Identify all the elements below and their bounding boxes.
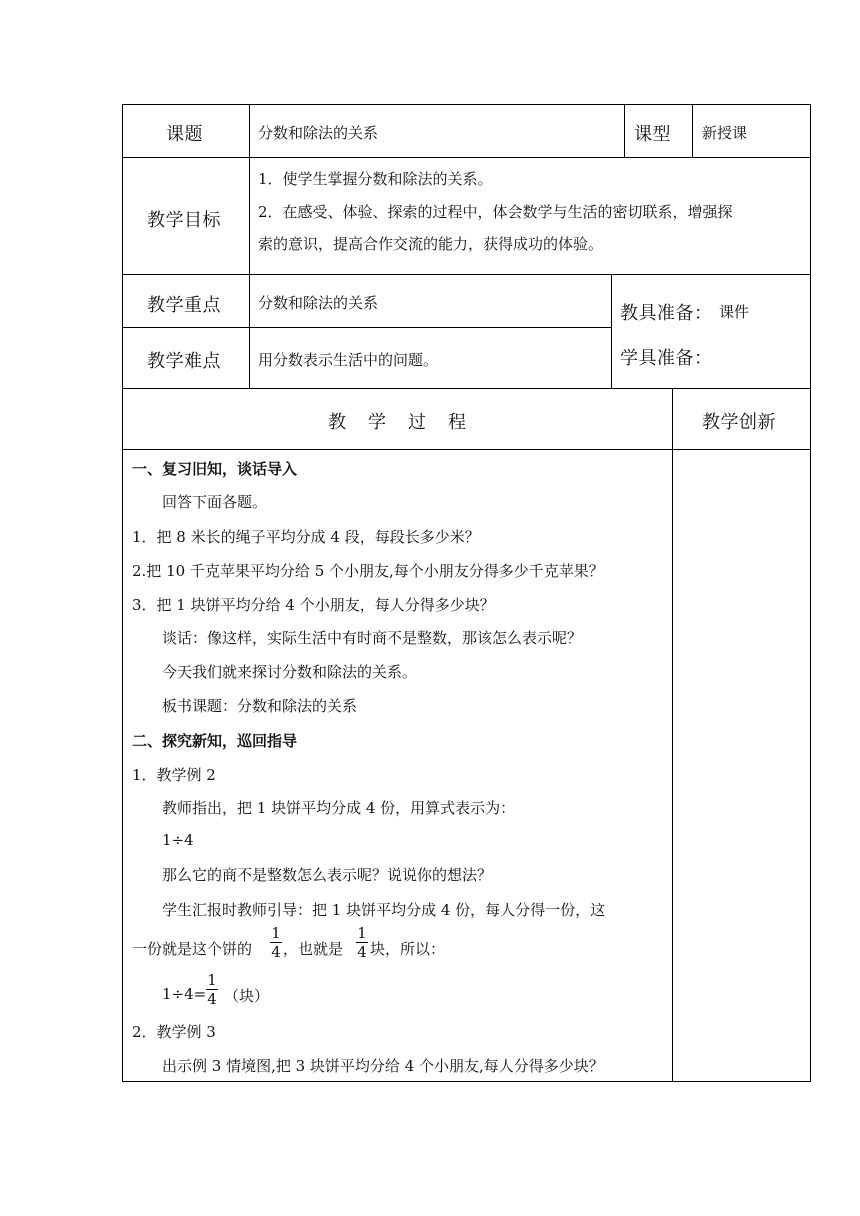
example3-line-1: 出示例 3 情境图,把 3 块饼平均分给 4 个小朋友,每人分得多少块？	[162, 1057, 604, 1075]
section1-intro: 回答下面各题。	[162, 493, 268, 511]
example2-line-2: 那么它的商不是整数怎么表示呢？说说你的想法？	[162, 866, 493, 884]
example2-line-4-part-1: 一份就是这个饼的	[132, 940, 253, 958]
difficulty-label: 教学难点	[147, 351, 221, 372]
fraction-one-quarter-3	[206, 972, 218, 1007]
difficulty-value: 用分数表示生活中的问题。	[258, 351, 439, 369]
section1-board: 板书课题：分数和除法的关系	[162, 697, 358, 715]
fraction-one-quarter-1	[270, 925, 282, 960]
section1-question-2: 2.把 10 千克苹果平均分给 5 个小朋友,每个小朋友分得多少千克苹果？	[132, 562, 604, 580]
example2-line-1: 教师指出，把 1 块饼平均分成 4 份，用算式表示为：	[162, 799, 516, 817]
goals-line-2: 2．在感受、体验、探索的过程中，体会数学与生活的密切联系，增强探	[258, 203, 733, 221]
table-border-top	[122, 104, 811, 105]
example3-title: 2．教学例 3	[132, 1023, 216, 1041]
section1-talk-2: 今天我们就来探讨分数和除法的关系。	[162, 663, 418, 681]
row-divider-difficulty	[122, 388, 811, 389]
table-border-left	[122, 104, 123, 1081]
topic-label: 课题	[166, 124, 203, 145]
type-value: 新授课	[702, 124, 748, 142]
example2-line-3: 学生汇报时教师引导：把 1 块饼平均分成 4 份，每人分得一份，这	[162, 901, 606, 919]
teacher-prep-value: 课件	[719, 303, 750, 321]
teacher-prep-label: 教具准备：	[620, 303, 713, 324]
fraction-numerator: 1	[207, 971, 217, 989]
section1-heading: 一、复习旧知，谈话导入	[132, 460, 298, 478]
section2-heading: 二、探究新知，巡回指导	[132, 732, 298, 750]
col-divider-innovation	[672, 388, 673, 1081]
table-border-bottom	[122, 1081, 811, 1082]
example2-expression: 1÷4	[162, 831, 194, 849]
fraction-numerator: 1	[271, 924, 281, 942]
goals-line-3: 索的意识，提高合作交流的能力，获得成功的体验。	[258, 235, 604, 253]
goals-line-1: 1．使学生掌握分数和除法的关系。	[258, 170, 493, 188]
col-divider-type-left	[624, 104, 625, 157]
key-point-label: 教学重点	[147, 295, 221, 316]
example2-result-part-2: （块）	[224, 987, 270, 1005]
example2-line-4-part-2: ，也就是	[283, 940, 344, 958]
row-divider-keypoint	[122, 327, 611, 328]
type-label: 课型	[634, 124, 671, 145]
section1-question-3: 3．把 1 块饼平均分给 4 个小朋友，每人分得多少块？	[132, 596, 495, 614]
key-point-value: 分数和除法的关系	[258, 294, 379, 312]
fraction-denominator: 4	[357, 943, 367, 961]
fraction-denominator: 4	[207, 990, 217, 1008]
fraction-numerator: 1	[357, 924, 367, 942]
section1-question-1: 1．把 8 米长的绳子平均分成 4 段，每段长多少米？	[132, 528, 480, 546]
innovation-title: 教学创新	[702, 412, 776, 433]
section1-talk-1: 谈话：像这样，实际生活中有时商不是整数，那该怎么表示呢？	[162, 629, 583, 647]
goals-label: 教学目标	[147, 210, 221, 231]
process-title: 教 学 过 程	[328, 412, 468, 433]
row-divider-process-title	[122, 449, 811, 450]
row-divider-goals	[122, 274, 811, 275]
student-prep-label: 学具准备：	[620, 348, 713, 369]
fraction-denominator: 4	[271, 943, 281, 961]
row-divider-header	[122, 157, 811, 158]
example2-title: 1．教学例 2	[132, 766, 216, 784]
table-border-right	[810, 104, 811, 1081]
fraction-one-quarter-2	[356, 925, 368, 960]
topic-value: 分数和除法的关系	[258, 124, 379, 142]
col-divider-prep	[611, 274, 612, 388]
col-divider-type-right	[692, 104, 693, 157]
example2-line-4-part-3: 块，所以：	[370, 940, 446, 958]
col-divider-label	[249, 104, 250, 388]
example2-result-part-1: 1÷4=	[162, 985, 207, 1003]
